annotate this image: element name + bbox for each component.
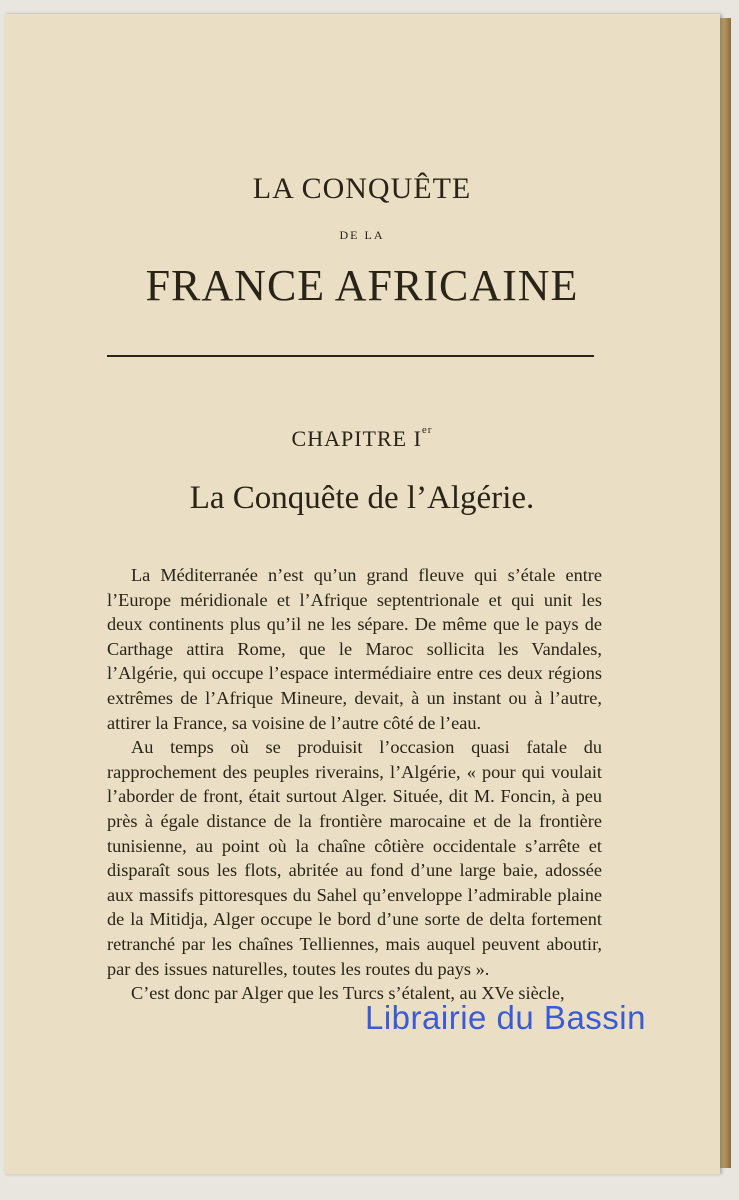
paragraph: Au temps où se produisit l’occasion quasi fatale du rapprochement des peuples riverains, l’Algérie, « pour qui voulait l’aborder de front, était surtout Alger. Située, dit M. Foncin, à peu près à égale distance de la frontière marocaine et de la frontière tunisienne, au point où la chaîne côtière occidentale s’arrête et disparaît sous les flots, abritée au fond d’une large baie, adossée aux massifs pittoresques du Sahel qu’enveloppe l’admirable plaine de la Mitidja, Alger occupe le bord d’une sorte de delta fortement retranché par les chaînes Telliennes, mais auquel peuvent aboutir, par des issues naturelles, toutes les routes du pays ». bbox=[107, 737, 602, 979]
paragraph: C’est donc par Alger que les Turcs s’étalent, au XVe siècle, bbox=[131, 983, 565, 1004]
book-title-line3: FRANCE AFRICAINE bbox=[145, 261, 579, 310]
watermark: Librairie du Bassin bbox=[365, 999, 646, 1036]
chapter-label-text: CHAPITRE I bbox=[291, 426, 422, 451]
page-edge bbox=[719, 18, 731, 1168]
book-title-line1: LA CONQUÊTE bbox=[252, 172, 472, 205]
chapter-title: La Conquête de l’Algérie. bbox=[189, 480, 535, 516]
paragraph: La Méditerranée n’est qu’un grand fleuve qui s’étale entre l’Europe méridionale et l’Afrique septentrionale et qui unit les deux continents plus qu’il ne les sépare. De même que le pays de Carthage attira Rome, que le Maroc sollicita les Vandales, l’Algérie, qui occupe l’espace intermédiaire entre ces deux régions extrêmes de l’Afrique Mineure, devait, à un instant ou à l’autre, attirer la France, sa voisine de l’autre côté de l’eau. bbox=[107, 565, 602, 733]
title-rule bbox=[107, 355, 594, 357]
book-title-line2: DE LA bbox=[339, 228, 385, 242]
chapter-superscript: er bbox=[421, 424, 433, 436]
body-text bbox=[107, 563, 602, 1006]
chapter-label bbox=[4, 426, 720, 452]
